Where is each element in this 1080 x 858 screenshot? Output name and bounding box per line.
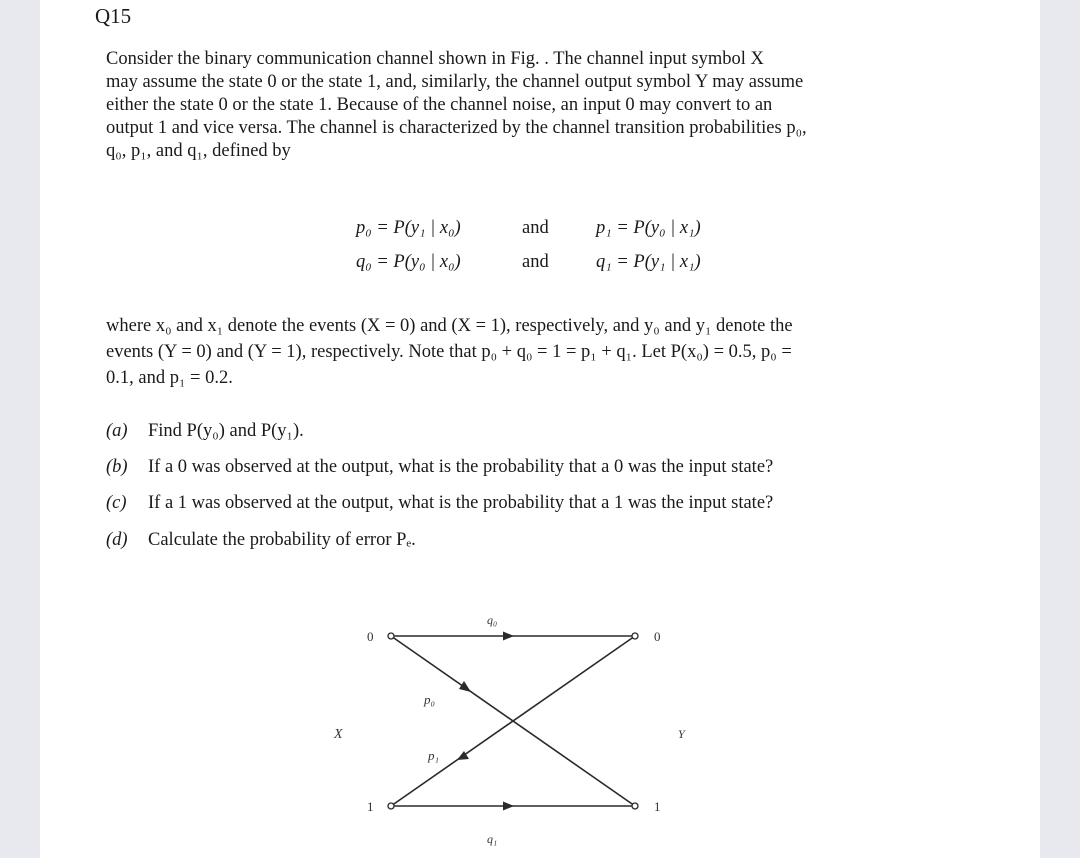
intro-line-5: q₀, p₁, and q₁, defined by (106, 141, 291, 161)
part-c-label: (c) (106, 493, 127, 513)
where-line-1: where x₀ and x₁ denote the events (X = 0) and (X = 1), respectively, and y₀ and y₁ denote the (106, 316, 793, 336)
equation-and-2: and (522, 252, 549, 272)
equation-p1: p₁ = P(y₀ | x₁) (596, 218, 701, 238)
where-line-2: events (Y = 0) and (Y = 1), respectively. Note that p₀ + q₀ = 1 = p₁ + q₁. Let P(x₀) = 0.5, p₀ = (106, 342, 792, 362)
where-line-3: 0.1, and p₁ = 0.2. (106, 368, 233, 388)
label-input-symbol: X (334, 727, 343, 742)
intro-line-1: Consider the binary communication channel shown in Fig. . The channel input symbol X (106, 49, 764, 69)
label-output-0: 0 (654, 629, 661, 644)
label-output-symbol: Y (678, 727, 685, 741)
label-q1: q₁ (487, 832, 498, 846)
label-output-1: 1 (654, 799, 661, 814)
equation-p0: p₀ = P(y₁ | x₀) (356, 218, 461, 238)
equation-q0: q₀ = P(y₀ | x₀) (356, 252, 461, 272)
intro-line-3: either the state 0 or the state 1. Because of the channel noise, an input 0 may convert to an (106, 95, 773, 115)
equation-q1: q₁ = P(y₁ | x₁) (596, 252, 701, 272)
node-output-0 (632, 633, 638, 639)
part-a-label: (a) (106, 421, 128, 441)
node-input-0 (388, 633, 394, 639)
arrow-q1 (503, 802, 514, 811)
part-c-text: If a 1 was observed at the output, what is the probability that a 1 was the input state? (148, 493, 774, 513)
intro-line-2: may assume the state 0 or the state 1, and, similarly, the channel output symbol Y may assume (106, 72, 804, 92)
label-input-0: 0 (367, 629, 374, 644)
channel-diagram (40, 0, 1040, 858)
part-b-label: (b) (106, 457, 128, 477)
node-output-1 (632, 803, 638, 809)
part-a-text: Find P(y₀) and P(y₁). (148, 421, 304, 441)
label-p0: p₀ (424, 692, 436, 707)
equation-and-1: and (522, 218, 549, 238)
intro-line-4: output 1 and vice versa. The channel is characterized by the channel transition probabilities p₀, (106, 118, 807, 138)
label-input-1: 1 (367, 799, 374, 814)
part-d-text: Calculate the probability of error Pₑ. (148, 530, 416, 550)
part-d-label: (d) (106, 530, 128, 550)
question-number: Q15 (95, 4, 132, 28)
arrow-p0 (459, 681, 471, 692)
arrow-q0 (503, 632, 514, 641)
label-p1: p₁ (428, 748, 440, 763)
node-input-1 (388, 803, 394, 809)
label-q0: q₀ (487, 613, 498, 627)
document-page (40, 0, 1040, 858)
part-b-text: If a 0 was observed at the output, what is the probability that a 0 was the input state? (148, 457, 774, 477)
